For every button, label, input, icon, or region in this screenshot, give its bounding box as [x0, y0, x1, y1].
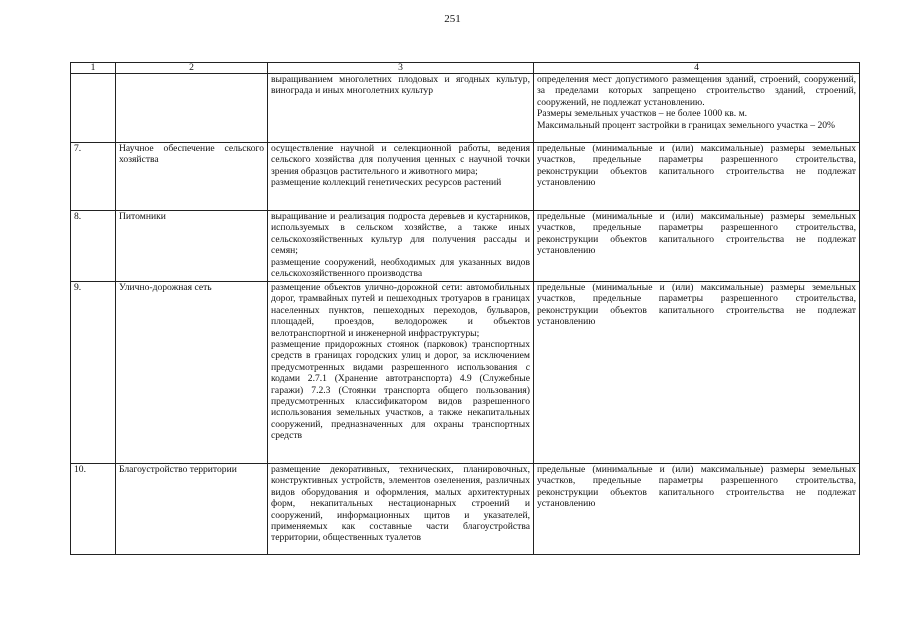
use-parameters: предельные (минимальные и (или) максимальные) размеры земельных участков, предельные параметры разрешенного строительства, реконструкции объектов капитального строительства не подлежат установлению [534, 211, 860, 282]
table-row [71, 464, 860, 555]
use-name: Питомники [116, 211, 268, 282]
column-numbers-row [71, 63, 860, 74]
column-number-2: 2 [116, 63, 268, 74]
use-description: осуществление научной и селекционной работы, ведения сельского хозяйства для получения ценных с научной точки зрения образцов растительного и животного мира; размещение коллекций генетических ресурсов растений [268, 143, 534, 211]
use-parameters: определения мест допустимого размещения зданий, строений, сооружений, за пределами которых запрещено строительство зданий, строений, сооружений, не подлежат установлению. Размеры земельных участков – не более 1000 кв. м. Максимальный процент застройки в границах земельного участка – 20% [534, 74, 860, 143]
use-description: размещение объектов улично-дорожной сети: автомобильных дорог, трамвайных путей и пешеходных тротуаров в границах населенных пунктов, пешеходных переходов, бульваров, площадей, проездов, велодорожек и объектов велотранспортной и инженерной инфраструктуры; размещение придорожных стоянок (парковок) транспортных средств в границах городских улиц и дорог, за исключением предусмотренных видами разрешенного использования с кодами 2.7.1 (Хранение автотранспорта) 4.9 (Служебные гаражи) 7.2.3 (Стоянки транспорта общего пользования) предусмотренных классификатором видов разрешенного использования земельных участков, а также некапитальных сооружений, предназначенных для охраны транспортных средств [268, 282, 534, 464]
table-row [71, 211, 860, 282]
row-number: 7. [71, 143, 116, 211]
column-number-3: 3 [268, 63, 534, 74]
use-name: Научное обеспечение сельского хозяйства [116, 143, 268, 211]
row-number: 10. [71, 464, 116, 555]
use-description: выращиванием многолетних плодовых и ягодных культур, винограда и иных многолетних культур [268, 74, 534, 143]
column-number-1: 1 [71, 63, 116, 74]
use-parameters: предельные (минимальные и (или) максимальные) размеры земельных участков, предельные параметры разрешенного строительства, реконструкции объектов капитального строительства не подлежат установлению [534, 282, 860, 464]
row-number [71, 74, 116, 143]
row-number: 9. [71, 282, 116, 464]
use-name: Улично-дорожная сеть [116, 282, 268, 464]
use-name: Благоустройство территории [116, 464, 268, 555]
table-row [71, 74, 860, 143]
page-number: 251 [444, 13, 461, 25]
use-description: размещение декоративных, технических, планировочных, конструктивных устройств, элементов озеленения, различных видов оборудования и оформления, малых архитектурных форм, некапитальных нестационарных строений и сооружений, информационных щитов и указателей, применяемых как составные части благоустройства территории, общественных туалетов [268, 464, 534, 555]
row-number: 8. [71, 211, 116, 282]
table-row [71, 282, 860, 464]
zoning-table [70, 62, 860, 555]
use-parameters: предельные (минимальные и (или) максимальные) размеры земельных участков, предельные параметры разрешенного строительства, реконструкции объектов капитального строительства не подлежат установлению [534, 143, 860, 211]
column-number-4: 4 [534, 63, 860, 74]
table-row [71, 143, 860, 211]
use-description: выращивание и реализация подроста деревьев и кустарников, используемых в сельском хозяйстве, а также иных сельскохозяйственных культур для получения рассады и семян; размещение сооружений, необходимых для указанных видов сельскохозяйственного производства [268, 211, 534, 282]
use-name [116, 74, 268, 143]
use-parameters: предельные (минимальные и (или) максимальные) размеры земельных участков, предельные параметры разрешенного строительства, реконструкции объектов капитального строительства не подлежат установлению [534, 464, 860, 555]
